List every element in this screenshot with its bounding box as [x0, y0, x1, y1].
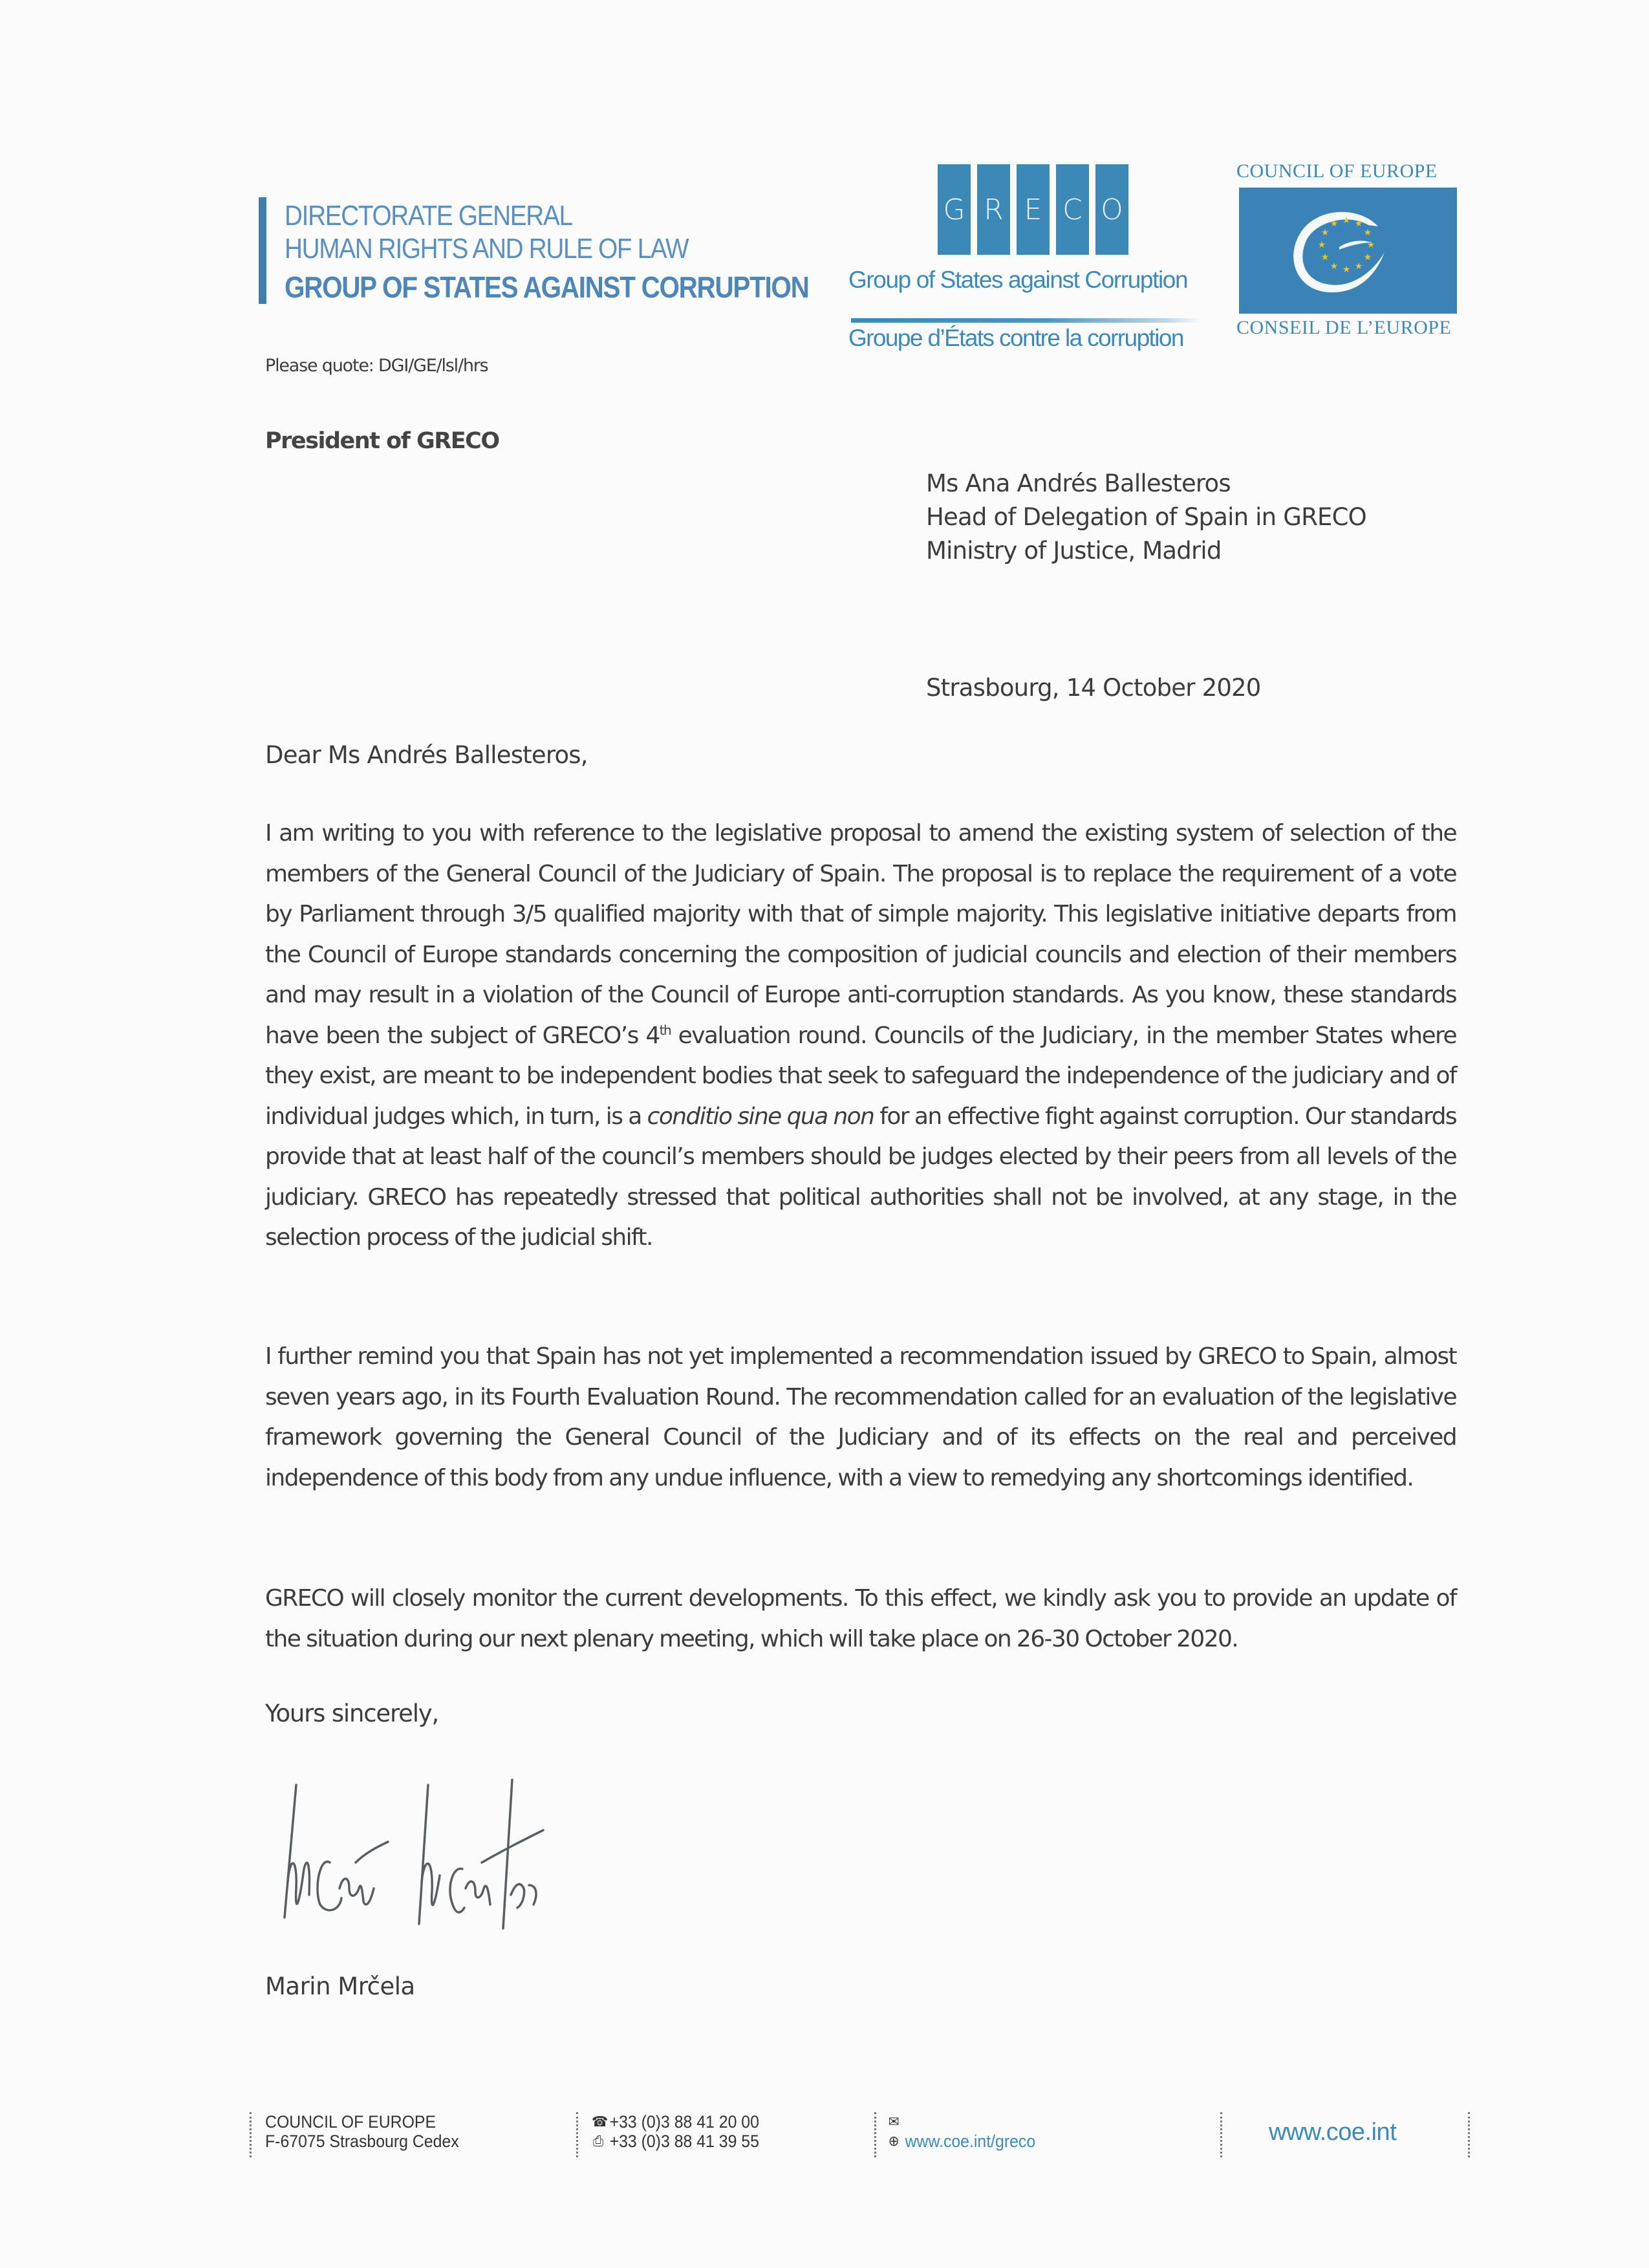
- footer-separator: [576, 2112, 578, 2157]
- footer-contact: [592, 2112, 759, 2151]
- body-paragraph-3: GRECO will closely monitor the current developments. To this effect, we kindly ask you to provide an update of the situation during our next plenary meeting, which will take place on 26-30 October 2020.: [265, 1585, 1456, 1652]
- svg-text:★: ★: [1366, 240, 1375, 250]
- svg-text:★: ★: [1354, 219, 1363, 229]
- latin-phrase: conditio sine qua non: [647, 1103, 874, 1130]
- svg-text:★: ★: [1363, 228, 1372, 238]
- addressee-name: Ms Ana Andrés Ballesteros: [926, 470, 1231, 497]
- greco-logo-letter: R: [977, 164, 1010, 255]
- svg-text:★: ★: [1330, 261, 1339, 272]
- footer-separator: [250, 2112, 252, 2157]
- greco-divider: [851, 318, 1200, 323]
- svg-text:★: ★: [1342, 215, 1351, 226]
- svg-text:★: ★: [1317, 240, 1326, 250]
- phone-icon: ☎: [592, 2113, 609, 2130]
- directorate-line-2: HUMAN RIGHTS AND RULE OF LAW: [285, 233, 689, 265]
- paragraph-text: evaluation round. Councils of the Judiciary, in the member States where they exist, are meant to be independent bodies that seek to safeguard the independence of the judiciary and of individual judges which, in turn, is a: [265, 1022, 1456, 1130]
- coe-website-link[interactable]: www.coe.int: [1269, 2119, 1397, 2146]
- svg-text:★: ★: [1342, 265, 1351, 275]
- footer-separator: [1468, 2112, 1470, 2157]
- greco-logo: [938, 164, 1128, 255]
- salutation: Dear Ms Andrés Ballesteros,: [265, 741, 588, 769]
- fax-icon: ⎙: [593, 2133, 604, 2149]
- signature-icon: [259, 1759, 595, 1953]
- signer-name: Marin Mrčela: [265, 1972, 415, 2000]
- ordinal-suffix: th: [659, 1022, 671, 1038]
- closing: Yours sincerely,: [265, 1700, 439, 1727]
- directorate-line-3: GROUP OF STATES AGAINST CORRUPTION: [285, 270, 809, 304]
- svg-text:★: ★: [1363, 252, 1372, 263]
- greco-name-french: Groupe d’États contre la corruption: [848, 325, 1183, 351]
- addressee-block: [926, 467, 1366, 568]
- footer-separator: [1220, 2112, 1222, 2157]
- addressee-title: Head of Delegation of Spain in GRECO: [926, 503, 1366, 531]
- footer-phone-row: [592, 2112, 759, 2132]
- sender-title: President of GRECO: [265, 428, 499, 454]
- greco-logo-letter: C: [1056, 164, 1089, 255]
- globe-icon: ⊕: [888, 2133, 900, 2149]
- coe-logo-title: COUNCIL OF EUROPE: [1236, 160, 1438, 182]
- greco-name-english: Group of States against Corruption: [848, 266, 1188, 293]
- footer-fax-row: [592, 2132, 759, 2151]
- coe-logo-subtitle: CONSEIL DE L’EUROPE: [1236, 317, 1452, 338]
- svg-text:★: ★: [1330, 219, 1339, 229]
- footer-separator: [874, 2112, 876, 2157]
- letter-date: Strasbourg, 14 October 2020: [926, 674, 1261, 702]
- svg-text:★: ★: [1320, 228, 1330, 238]
- footer-phone: +33 (0)3 88 41 20 00: [609, 2112, 759, 2132]
- greco-logo-letter: E: [1017, 164, 1050, 255]
- svg-text:★: ★: [1354, 261, 1363, 272]
- greco-website-link[interactable]: www.coe.int/greco: [905, 2132, 1036, 2151]
- footer-mail-row: [887, 2112, 1035, 2132]
- greco-logo-letter: O: [1095, 164, 1128, 255]
- footer-org-name: COUNCIL OF EUROPE: [265, 2112, 436, 2132]
- reference-quote: Please quote: DGI/GE/lsl/hrs: [265, 356, 488, 376]
- addressee-organisation: Ministry of Justice, Madrid: [926, 537, 1222, 565]
- footer-web-row: [887, 2132, 1035, 2151]
- paragraph-text: I am writing to you with reference to the legislative proposal to amend the existing system of selection of the members of the General Council of the Judiciary of Spain. The proposal is to replace the requirement of a vote by Parliament through 3/5 qualified majority with that of simple majority. This legislative initiative departs from the Council of Europe standards concerning the composition of judicial councils and election of their members and may result in a violation of the Council of Europe anti-corruption standards. As you know, these standards have been the subject of GRECO’s 4: [265, 820, 1456, 1049]
- handwritten-signature: [259, 1759, 595, 1953]
- body-paragraph-1: [265, 814, 1456, 1258]
- directorate-line-1: DIRECTORATE GENERAL: [285, 200, 572, 232]
- coe-flag-logo: [1239, 188, 1457, 314]
- directorate-header: [285, 202, 880, 302]
- coe-emblem-icon: [1239, 188, 1457, 314]
- footer-address: [265, 2112, 459, 2151]
- body-paragraph-2: I further remind you that Spain has not yet implemented a recommendation issued by GRECO to Spain, almost seven years ago, in its Fourth Evaluation Round. The recommendation called for an evaluation of the legislative framework governing the General Council of the Judiciary and of its effects on the real and perceived independence of this body from any undue influence, with a view to remedying any shortcomings identified.: [265, 1343, 1456, 1491]
- paragraph-text: for an effective fight against corruption. Our standards provide that at least half of the council’s members should be judges elected by their peers from all levels of the judiciary. GRECO has repeatedly stressed that political authorities shall not be involved, at any stage, in the selection process of the judicial shift.: [265, 1103, 1456, 1251]
- directorate-accent-bar: [259, 197, 266, 304]
- svg-text:★: ★: [1320, 252, 1330, 263]
- mail-icon: ✉: [888, 2113, 900, 2130]
- footer-postal-address: F-67075 Strasbourg Cedex: [265, 2132, 459, 2151]
- footer-web: [887, 2112, 1035, 2151]
- greco-logo-letter: G: [938, 164, 971, 255]
- footer-fax: +33 (0)3 88 41 39 55: [609, 2132, 759, 2151]
